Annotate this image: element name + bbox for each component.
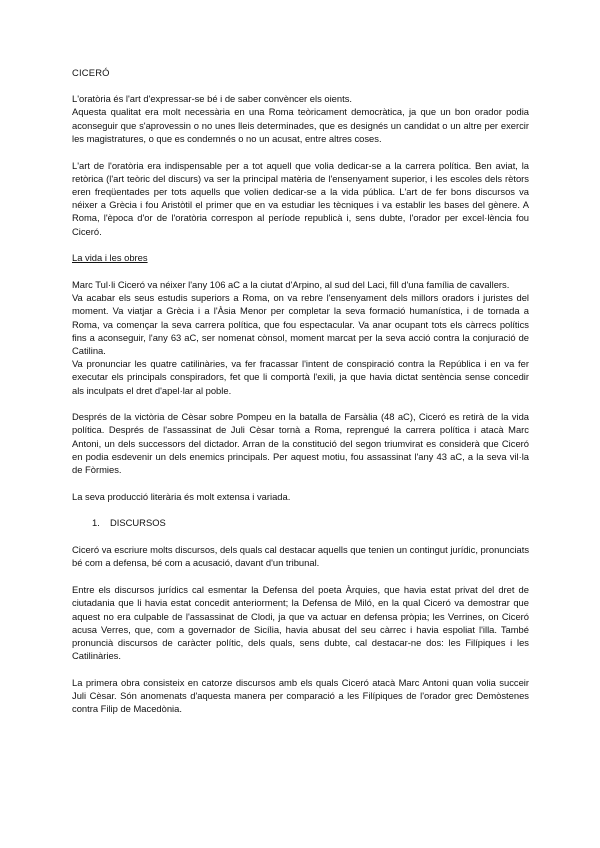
life-line: Marc Tul·li Ciceró va néixer l'any 106 aC a la ciutat d'Arpino, al sud del Laci, fill d'una família de cavallers. <box>72 278 510 290</box>
document-title: CICERÓ <box>72 67 110 78</box>
document-page <box>72 66 529 729</box>
death-paragraph: Després de la victòria de Cèsar sobre Pompeu en la batalla de Farsàlia (48 aC), Ciceró es retirà de la vida política. Després de l'assassinat de Juli Cèsar tornà a Roma, reprengué la carrera política i atacà Marc Antoni, un dels successors del dictador. Arran de la constitució del segon triumvirat es considerà que Ciceró en podia esdevenir un dels enemics principals. Per aquest motiu, fou assassinat l'any 43 aC, a la seva vil·la de Fòrmies. <box>72 411 529 476</box>
list-item-label: DISCURSOS <box>110 517 166 529</box>
intro-line: Aquesta qualitat era molt necessària en una Roma teòricament democràtica, ja que un bon orador podia aconseguir que s'aprovessin o no unes lleis determinades, que es designés un candidat o un altre per exercir les magistratures, o que es condemnés o no un acusat, entre altres coses. <box>72 106 529 144</box>
section-heading-life: La vida i les obres <box>72 252 148 264</box>
art-paragraph: L'art de l'oratòria era indispensable per a tot aquell que volia dedicar-se a la carrera política. Ben aviat, la retòrica (l'art teòric del discurs) va ser la principal matèria de l'ensenyament superior, i les escoles dels rètors eren freqüentades per tots aquells que volien dedicar-se a la vida pública. L'art de fer bons discursos va néixer a Grècia i fou Aristòtil el primer que en va estudiar les tècniques i va establir les bases del gènere. A Roma, l'època d'or de l'oratòria correspon al període republicà i, sens dubte, l'orador per excel·lència fou Ciceró. <box>72 159 529 237</box>
discursos-paragraph: Ciceró va escriure molts discursos, dels quals cal destacar aquells que tenien un contingut jurídic, pronunciats bé com a defensa, bé com a acusació, davant d'un tribunal. <box>72 544 530 569</box>
life-line: Va pronunciar les quatre catilinàries, va fer fracassar l'intent de conspiració contra la República i en va fer executar els principals conspiradors, fet que li comportà l'exili, ja que havia dictat sentència sense concedir als inculpats el dret d'apel·lar al poble. <box>72 358 529 396</box>
list-item-discursos <box>72 516 529 529</box>
life-line: Va acabar els seus estudis superiors a Roma, on va rebre l'ensenyament dels millors oradors i juristes del moment. Va viatjar a Grècia i a l'Àsia Menor per completar la seva formació humanística, i de tornada a Roma, va començar la seva carrera política, que fou espectacular. Va anar ocupant tots els càrrecs polítics fins a aconseguir, l'any 63 aC, ser nomenat cònsol, moment marcat per la seva acció contra la conjuració de Catilina. <box>72 292 529 356</box>
production-paragraph: La seva producció literària és molt extensa i variada. <box>72 490 291 502</box>
list-item-number: 1. <box>92 517 100 529</box>
intro-paragraph <box>72 92 529 145</box>
intro-line: L'oratòria és l'art d'expressar-se bé i de saber convèncer els oients. <box>72 93 352 105</box>
juridics-paragraph: Entre els discursos jurídics cal esmentar la Defensa del poeta Àrquies, que havia estat privat del dret de ciutadania que li havia estat concedit anteriorment; la Defensa de Miló, en la qual Ciceró va demostrar que aquest no era culpable de l'assassinat de Clodi, ja que va actuar en defensa pròpia; les Verrines, on Ciceró acusa Verres, que, com a governador de Sicília, havia abusat del seu càrrec i havia espoliat l'illa. També pronuncià discursos de caràcter polític, dels quals, sens dubte, cal destacar-ne dos: les Filípiques i les Catilinàries. <box>72 584 529 662</box>
life-paragraph <box>72 278 529 397</box>
filipiques-paragraph: La primera obra consisteix en catorze discursos amb els quals Ciceró atacà Marc Antoni quan volia succeir Juli Cèsar. Són anomenats d'aquesta manera per comparació a les Filípiques de l'orador grec Demòstenes contra Filip de Macedònia. <box>72 676 529 715</box>
